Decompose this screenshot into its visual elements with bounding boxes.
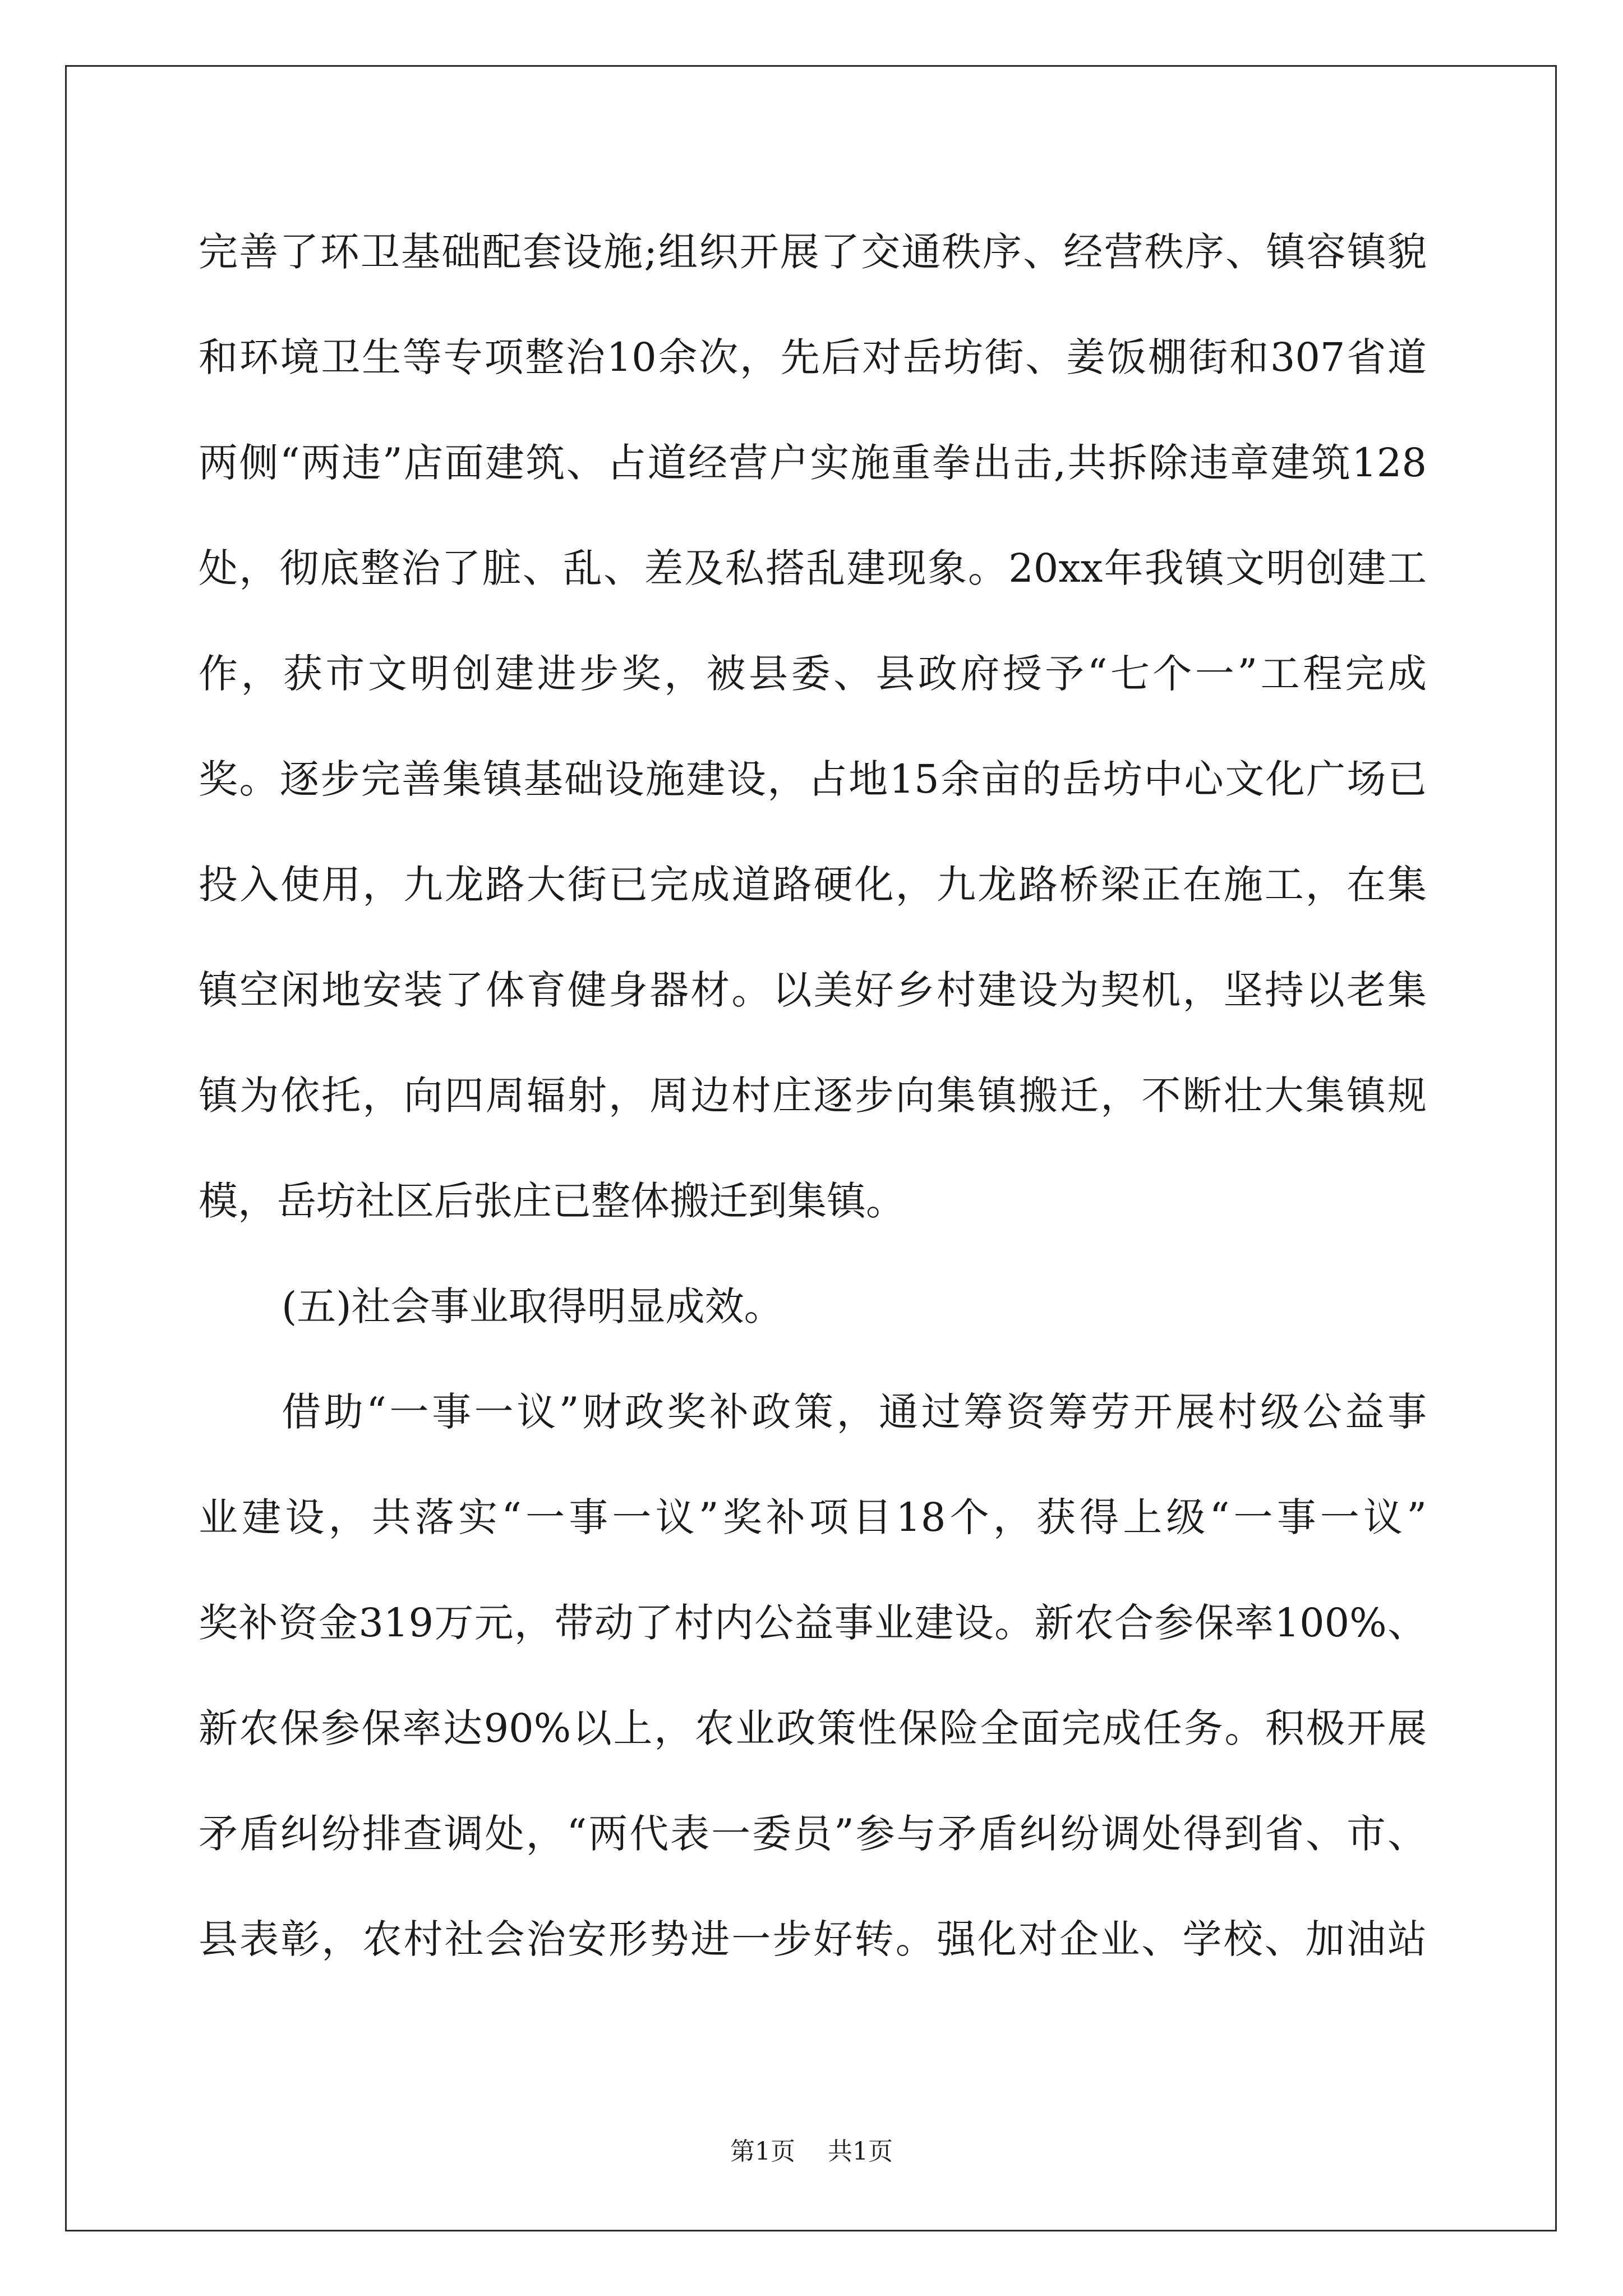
body-line: 两侧“两违”店面建筑、占道经营户实施重拳出击,共拆除违章建筑128 [199, 440, 1427, 486]
body-line: 完善了环卫基础配套设施;组织开展了交通秩序、经营秩序、镇容镇貌 [199, 229, 1427, 275]
document-body [199, 199, 1427, 1992]
body-line: 矛盾纠纷排查调处，“两代表一委员”参与矛盾纠纷调处得到省、市、 [199, 1811, 1427, 1857]
body-line: 投入使用，九龙路大街已完成道路硬化，九龙路桥梁正在施工，在集 [199, 862, 1427, 908]
body-line: 借助“一事一议”财政奖补政策，通过筹资筹劳开展村级公益事 [282, 1389, 1427, 1435]
body-line: 奖补资金319万元，带动了村内公益事业建设。新农合参保率100%、 [199, 1600, 1427, 1646]
body-line: 新农保参保率达90%以上，农业政策性保险全面完成任务。积极开展 [199, 1705, 1427, 1751]
body-line: 作，获市文明创建进步奖，被县委、县政府授予“七个一”工程完成 [199, 651, 1427, 697]
body-line: 县表彰，农村社会治安形势进一步好转。强化对企业、学校、加油站 [199, 1916, 1427, 1962]
section-heading: (五)社会事业取得明显成效。 [282, 1283, 783, 1329]
body-line: 镇为依托，向四周辐射，周边村庄逐步向集镇搬迁，不断壮大集镇规 [199, 1073, 1427, 1119]
body-line: 镇空闲地安装了体育健身器材。以美好乡村建设为契机，坚持以老集 [199, 967, 1427, 1013]
page-total: 共1页 [828, 2137, 893, 2166]
page-number: 第1页 [730, 2137, 795, 2166]
body-line: 处，彻底整治了脏、乱、差及私搭乱建现象。20xx年我镇文明创建工 [199, 545, 1427, 591]
page-footer [0, 2135, 1623, 2169]
body-line: 模，岳坊社区后张庄已整体搬迁到集镇。 [199, 1178, 905, 1224]
body-line: 和环境卫生等专项整治10余次，先后对岳坊街、姜饭棚街和307省道 [199, 334, 1427, 380]
body-line: 奖。逐步完善集镇基础设施建设，占地15余亩的岳坊中心文化广场已 [199, 756, 1427, 802]
body-line: 业建设，共落实“一事一议”奖补项目18个，获得上级“一事一议” [199, 1494, 1427, 1540]
